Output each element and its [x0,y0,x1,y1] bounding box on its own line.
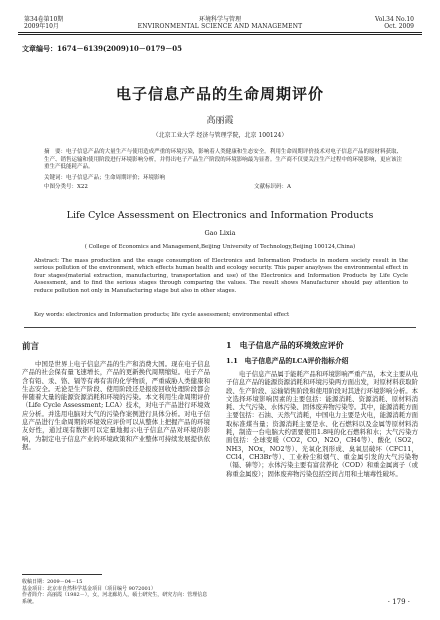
header-rule [18,32,422,33]
section1-text: 电子信息产品属于能耗产品和环境影响严重产品，本文主要从电子信息产品的能源资源消耗和环境污染两方面出发，对原材料获取阶段、生产阶段、运输销售阶段和使用阶段对其进行环境影响分析。本文选择环境影响因素的主要包括：能源消耗、资源消耗、原材料消耗、大气污染、水体污染、固体废弃物污染等。其中，能源消耗方面主要包括：石油、天然气消耗，中国电力主要是火电，能源消耗方面取标准煤当量；资源消耗主要是水、化石燃料以及金属等原材料消耗，制造一台电脑大约需要使用1.8吨的化石燃料和水；大气污染方面包括：全球变暖（CO2，CO，N2O，CH4等）、酸化（SO2，NH3，NOx，NO2等）、光氧化剂形成、臭氧层破坏（CFC11，CCl4，CH3Br等）、工业粉尘和烟气、重金属引发的大气污染物（镉、砷等）；水体污染主要有富营养化（COD）和重金属离子（或称重金属废）；固体废弃物污染包括空间占用和土壤毒性破坏。 [226,370,418,478]
date-en: Oct. 2009 [384,23,414,30]
footnotes [22,579,212,605]
journal-name-cn: 环境科学与管理 [198,16,241,23]
fund-note: 基金项目：北京市自然科学基金项目（项目编号 9072001） [22,585,156,592]
keywords-en: Key words: electronics and Information products; life cycle assessment; environmental effect [34,312,290,318]
keywords-cn: 关键词：电子信息产品；生命周期评价；环境影响 [44,175,166,181]
journal-name-en: ENVIRONMENTAL SCIENCE AND MANAGEMENT [137,23,303,30]
section1-heading: 1 电子信息产品的环境效应评价 [226,340,344,350]
title-cn: 电子信息产品的生命周期评价 [115,85,324,103]
preface-heading: 前言 [22,342,40,352]
volume-issue-en: Vol.34 No.10 [374,16,414,23]
author-en: Gao Lixia [204,229,236,237]
author-cn: 高丽霞 [206,116,234,126]
abstract-en: Abstract: The mass production and the exage consumption of Electronics and Information Products in modern society result in the serious pollution of the environment, which effects human health and ecology security. This paper anaylyses the environmental effect in four stages(material extraction, manufacturing, transportation and use) of the Electronics and Information Products by Life Cycle Assessment, and to find the serious stages through comparing the values. The result shows Manufacturer should pay attention to reduce pollution not only in Manufacturing stage but also in other stages. [34,258,408,294]
abstract-cn: 摘 要：电子信息产品的大量生产与使用造成严重的环境污染，影响着人类健康和生态安全。利用生命周期评价技术对电子信息产品的原材料获取、生产、销售运输和使用阶段进行环境影响分析，并得出电子产品生产阶段的环境影响最为显著。生产商不仅要关注生产过程中的环境影响，更应该注重生产低能耗产品。 [44,149,402,171]
clc-number: 中图分类号：X22 [44,184,88,190]
date-cn: 2009年10月 [24,23,59,30]
preface-text: 中国是世界上电子信息产品的生产和消费大国。现在电子信息产品的社会保有量飞速增长，产品的更新换代周期缩短。电子产品含有铅、汞、铬、镉等有毒有害的化学物质，严重威胁人类健康和生态安全。无论是生产阶段、使用阶段还是报废回收处理阶段都会伴随着大量的能源资源消耗和环境的污染。本文利用生命周期评价（Life Cycle Assessment; LCA）技术，对电子产品进行环境效应分析。并选用电脑对大气的污染作案例进行具体分析。对电子信息产品进行生命周期的环境效应评价可以从整体上把握产品的环境友好性，通过现有数据可以定量地揭示电子信息产品对环境的影响，为制定电子信息产业的环境政策和产业整体可持续发展提供依据。 [22,360,210,451]
affiliation-en: ( College of Economics and Management,Beijing University of Technology,Beijing 100124,China) [84,244,356,250]
header-rule-2 [18,34,422,35]
received-date: 收稿日期：2009－04－15 [22,579,83,585]
page-number: · 179 · [387,598,410,606]
affiliation-cn: （北京工业大学 经济与管理学院，北京 100124） [152,132,288,139]
volume-issue-cn: 第34卷第10期 [24,16,64,23]
abstract-rule [24,327,416,328]
author-bio: 作者简介：高丽霞（1982－），女，河北廊坊人，硕士研究生，研究方向：管理信息系统。 [22,592,208,605]
footnote-rule [22,574,102,575]
article-number: 文章编号：1674－6139(2009)10－0179－05 [22,44,183,53]
title-en: Life Cylce Assessment on Electronics and Information Products [66,210,374,221]
section1-1-heading: 1.1 电子信息产品的LCA评价指标介绍 [226,357,349,365]
document-code: 文献标识码：A [254,184,291,190]
